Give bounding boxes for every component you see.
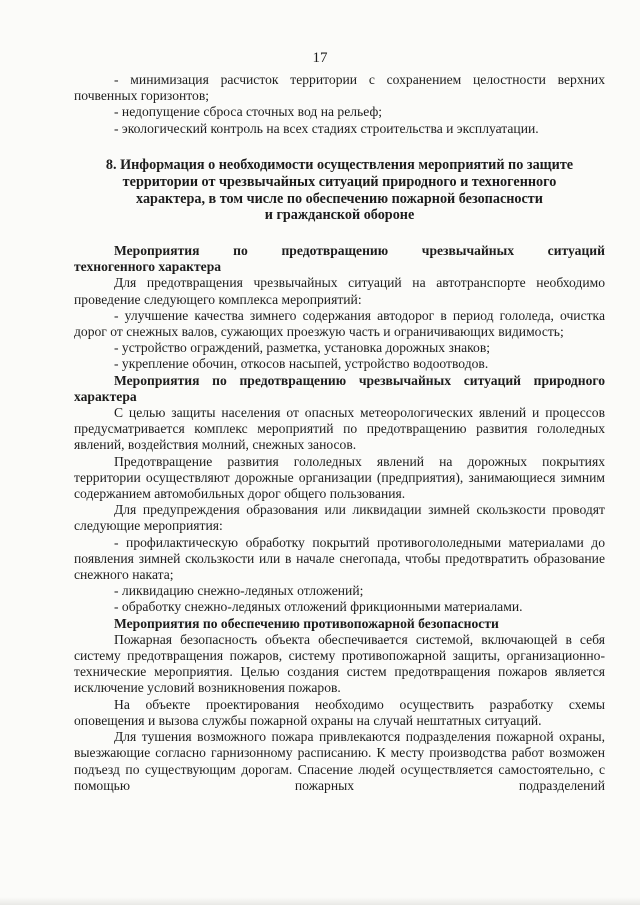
tech-heading-line-2: техногенного характера [74,259,222,275]
scan-bottom-edge [0,897,640,905]
intro-item-1-line1: - минимизация расчисток территории с сохранением целостности верхних [114,72,605,87]
section-title-line-4: и гражданской обороне [264,207,415,224]
fire-paragraph-2: На объекте проектирования необходимо осуществить разработку схемы оповещения и вызова службы пожарной охраны на случай нештатных ситуаций. [74,696,605,728]
intro-item-1-line2: почвенных горизонтов; [74,88,210,104]
natural-item-1: - профилактическую обработку покрытий противогололедными материалами до появления зимней скользкости или в начале снегопада, чтобы предотвратить образование снежного наката; [74,534,605,583]
tech-heading-word-2: по [233,243,248,258]
section-body [74,243,605,794]
tech-item-1: - улучшение качества зимнего содержания автодорог в период гололеда, очистка дорог от снежных валов, сужающих проезжую часть и ограничивающих видимость; [74,307,605,340]
natural-item-3: - обработку снежно-ледяных отложений фрикционными материалами. [114,599,523,615]
tech-heading-word-4: чрезвычайных [421,243,515,258]
section-title-line-2: территории от чрезвычайных ситуаций природного и техногенного [122,173,557,190]
tech-heading-word-1: Мероприятия [114,243,200,258]
natural-paragraph-1: С целью защиты населения от опасных метеорологических явлений и процессов предусматривается комплекс мероприятий по предотвращению развития гололедных явлений, воздействия молний, снежных заносов. [74,405,605,453]
intro-item-3: - экологический контроль на всех стадиях строительства и эксплуатации. [114,120,539,136]
section-title-line-1: 8. Информация о необходимости осуществления мероприятий по защите [105,157,574,173]
natural-paragraph-2: Предотвращение развития гололедных явлений на дорожных покрытиях территории осуществляют дорожные организации (предприятия), занимающиеся зимним содержанием автомобильных дорог общего пользования. [74,453,605,502]
natural-heading-line-1: Мероприятия по предотвращению чрезвычайных ситуаций природного [114,372,605,388]
section-8-title [74,157,605,224]
natural-item-2: - ликвидацию снежно-ледяных отложений; [114,583,364,599]
tech-heading-line-1 [74,243,605,259]
page-number: 17 [312,50,328,66]
tech-heading-word-5: ситуаций [547,243,605,258]
natural-paragraph-3: Для предупреждения образования или ликвидации зимней скользкости проводят следующие мероприятия: [74,502,605,534]
section-title-line-3: характера, в том числе по обеспечению пожарной безопасности [136,190,543,207]
fire-paragraph-3: Для тушения возможного пожара привлекаются подразделения пожарной охраны, выезжающие согласно гарнизонному расписанию. К месту производства работ возможен подъезд по существующим дорогам. Спасение людей осуществляется самостоятельно, с помощью пожарных подразделений [74,729,605,793]
fire-paragraph-1: Пожарная безопасность объекта обеспечивается системой, включающей в себя систему предотвращения пожаров, систему противопожарной защиты, организационно-технические мероприятия. Целью создания систем предотвращения пожаров является исключение условий возникновения пожаров. [74,631,605,696]
tech-item-3: - укрепление обочин, откосов насыпей, устройство водоотводов. [114,356,489,372]
intro-item-2: - недопущение сброса сточных вод на рельеф; [114,104,383,120]
fire-heading: Мероприятия по обеспечению противопожарной безопасности [114,615,499,631]
tech-paragraph-1: Для предотвращения чрезвычайных ситуаций на автотранспорте необходимо проведение следующего комплекса мероприятий: [74,275,605,307]
tech-item-2: - устройство ограждений, разметка, установка дорожных знаков; [114,340,491,356]
tech-heading-word-3: предотвращению [281,243,389,258]
intro-list [74,72,605,137]
natural-heading-line-2: характера [74,388,137,404]
